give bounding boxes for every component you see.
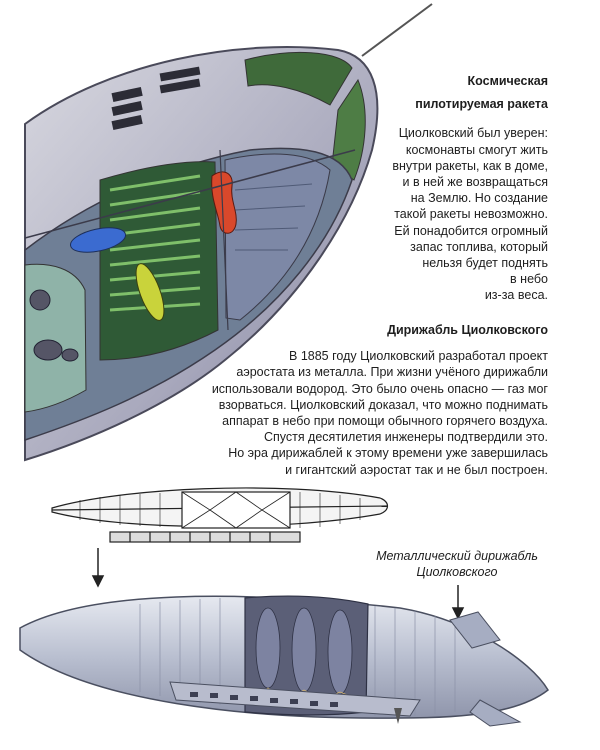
rocket-text-block (392, 73, 548, 304)
airship-body-line: использовали водород. Это было очень опасно — газ мог (211, 381, 548, 396)
airship-caption-line: Металлический дирижабль (376, 549, 538, 563)
airship-body-line: аппарат в небо при помощи обычного горячего воздуха. (222, 414, 548, 429)
airship-body-line: В 1885 году Циолковский разработал проект (289, 349, 548, 364)
rocket-body-line: Циолковский был уверен: (398, 126, 548, 141)
rocket-body-line: на Землю. Но создание (410, 191, 548, 206)
airship-schematic (52, 488, 388, 542)
airship-body-line: и гигантский аэростат так и не был построен. (285, 462, 548, 477)
airship-body-line: Но эра дирижаблей к этому времени уже завершилась (228, 446, 548, 461)
airship-title: Дирижабль Циолковского (387, 323, 548, 337)
rocket-body-line: космонавты смогут жить (405, 142, 548, 157)
airship-gas-cells (256, 608, 352, 694)
rocket-lower-chamber (25, 264, 86, 412)
rocket-title-line-1: Космическая (467, 74, 548, 88)
airship-text-block (212, 322, 548, 478)
arrow-down-icon (453, 585, 463, 618)
rocket-body-line: нельзя будет поднять (422, 256, 548, 271)
airship-body-line: Спустя десятилетия инженеры подтвердили это. (263, 430, 548, 445)
rocket-body-line: такой ракеты невозможно. (394, 207, 548, 222)
rocket-body-line: и в ней же возвращаться (402, 175, 548, 190)
airship-body-line: аэростата из металла. При жизни учёного дирижабли (236, 365, 548, 380)
rocket-body-line: Ей понадобится огромный (394, 223, 548, 238)
airship-caption-line: Циолковского (416, 565, 498, 579)
rocket-body-line: запас топлива, который (410, 239, 548, 254)
rocket-body-line: в небо (510, 272, 548, 287)
rocket-body-line: внутри ракеты, как в доме, (392, 158, 548, 173)
arrow-down-icon (93, 548, 103, 586)
rocket-title-line-2: пилотируемая ракета (415, 97, 548, 112)
airship-caption (362, 548, 552, 580)
airship-body-line: взорваться. Циолковский доказал, что можно поднимать (218, 397, 548, 412)
rocket-body-line: из-за веса. (484, 288, 548, 303)
rocket-antenna (362, 4, 432, 56)
